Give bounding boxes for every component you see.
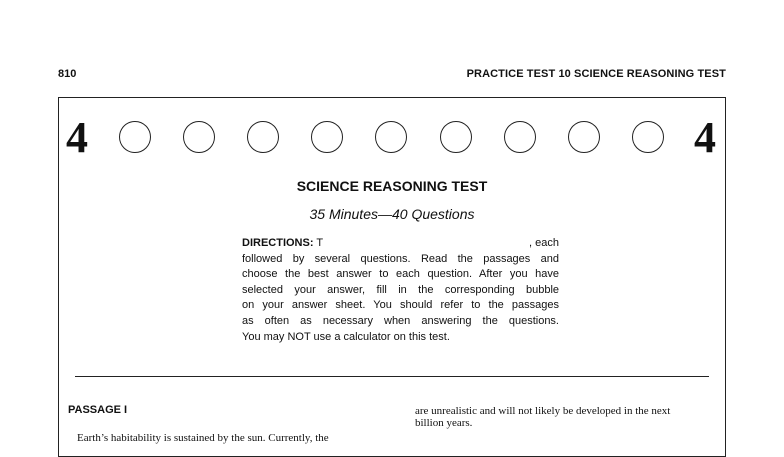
directions-line: as often as necessary when answering the questions. xyxy=(242,315,559,327)
directions-text-start: T xyxy=(316,237,324,249)
test-title: SCIENCE REASONING TEST xyxy=(296,178,488,194)
section-number-left: 4 xyxy=(66,113,88,162)
directions-text-end: , each xyxy=(529,237,559,249)
directions-first-line xyxy=(242,236,559,252)
answer-bubble xyxy=(568,121,600,153)
directions-line: choose the best answer to each question. After you have xyxy=(242,268,559,281)
directions-line: followed by several questions. Read the passages and xyxy=(242,252,559,265)
passage-right-column-line: are unrealistic and will not likely be developed in the next xyxy=(415,405,671,417)
passage-left-column-text: Earth’s habitability is sustained by the sun. Currently, the xyxy=(77,432,329,444)
directions-line: selected your answer, fill in the corresponding bubble xyxy=(242,283,559,296)
answer-bubble xyxy=(632,121,664,153)
directions-line: You may NOT use a calculator on this test. xyxy=(242,330,450,343)
running-head: PRACTICE TEST 10 SCIENCE REASONING TEST xyxy=(466,68,726,80)
passage-right-column-line: billion years. xyxy=(415,417,473,429)
answer-bubble xyxy=(504,121,536,153)
answer-bubble xyxy=(119,121,151,153)
answer-bubble xyxy=(183,121,215,153)
directions-line: on your answer sheet. You should refer to the passages xyxy=(242,299,559,312)
section-divider xyxy=(75,376,709,377)
answer-bubble xyxy=(440,121,472,153)
answer-bubble xyxy=(375,121,407,153)
page-number: 810 xyxy=(58,68,77,80)
passage-heading: PASSAGE I xyxy=(68,404,128,416)
directions-label: DIRECTIONS: xyxy=(242,237,314,249)
section-number-right: 4 xyxy=(694,113,716,162)
answer-bubble xyxy=(311,121,343,153)
answer-bubble xyxy=(247,121,279,153)
test-timing: 35 Minutes—40 Questions xyxy=(309,206,475,222)
